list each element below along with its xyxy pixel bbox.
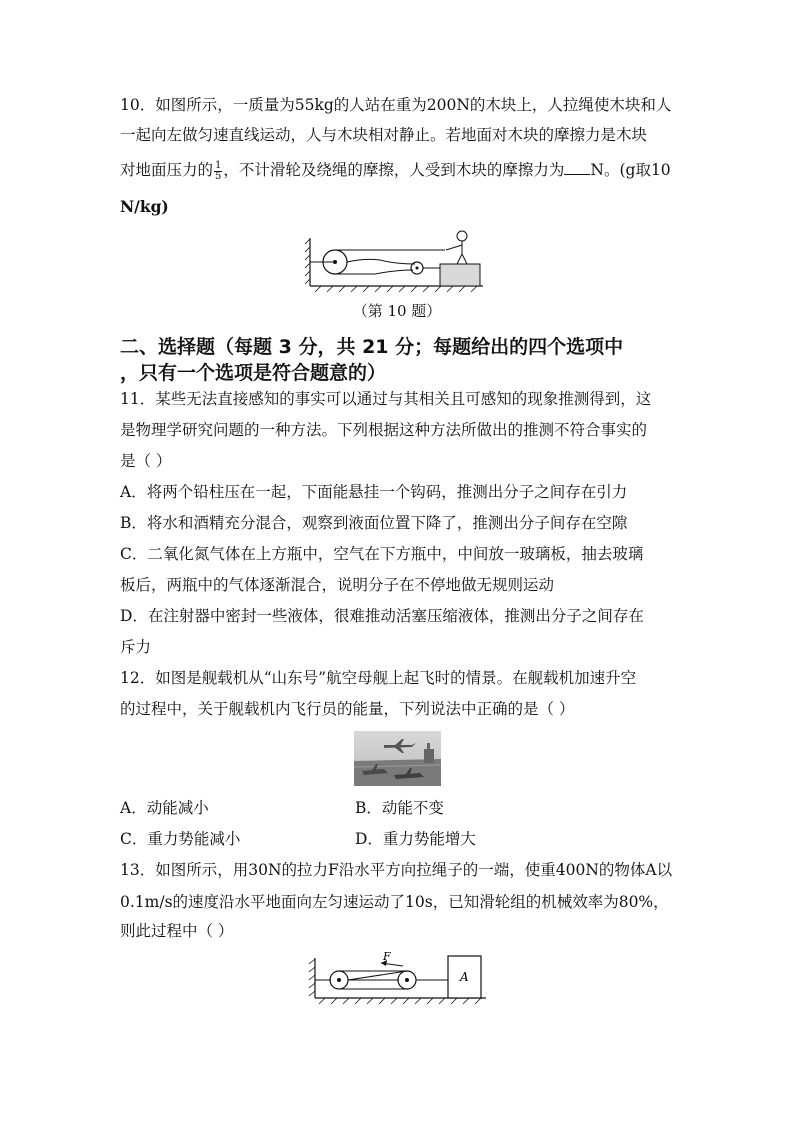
section2-heading-line1: 二、选择题（每题 3 分，共 21 分；每题给出的四个选项中 xyxy=(120,336,624,358)
q10-line3 xyxy=(120,159,671,182)
block-label-a: A xyxy=(460,970,469,984)
q10-figure xyxy=(305,224,490,294)
fraction-numerator: 1 xyxy=(215,159,222,171)
q10-line4: N/kg) xyxy=(120,197,169,216)
q10-line1: 10．如图所示，一质量为55kg的人站在重为200N的木块上，人拉绳使木块和人 xyxy=(120,96,672,114)
answer-blank[interactable] xyxy=(564,160,590,175)
q10-line2: 一起向左做匀速直线运动，人与木块相对静止。若地面对木块的摩擦力是木块 xyxy=(120,126,648,144)
q10-line3-a: 对地面压力的 xyxy=(120,161,214,179)
q13-line3: 则此过程中（ ） xyxy=(120,922,234,940)
section2-heading-line2: ，只有一个选项是符合题意的） xyxy=(120,362,387,384)
carrier-jet-photo xyxy=(354,731,441,786)
q10-line3-b: ，不计滑轮及绕绳的摩擦，人受到木块的摩擦力为 xyxy=(223,161,565,179)
q13-figure xyxy=(303,950,491,1006)
q12-option-b[interactable]: B．动能不变 xyxy=(355,799,444,817)
fraction-denominator: 5 xyxy=(215,170,222,182)
fraction-one-fifth xyxy=(214,161,222,182)
q11-option-a[interactable]: A．将两个铅柱压在一起，下面能悬挂一个钩码，推测出分子之间存在引力 xyxy=(120,483,628,501)
q12-option-a[interactable]: A．动能减小 xyxy=(120,799,209,817)
q11-option-b[interactable]: B．将水和酒精充分混合，观察到液面位置下降了，推测出分子间存在空隙 xyxy=(120,514,628,532)
q12-line1: 12．如图是舰载机从“山东号”航空母舰上起飞时的情景。在舰载机加速升空 xyxy=(120,669,637,687)
q11-line1: 11．某些无法直接感知的事实可以通过与其相关且可感知的现象推测得到，这 xyxy=(120,390,652,408)
q13-line2: 0.1m/s的速度沿水平地面向左匀速运动了10s，已知滑轮组的机械效率为80%， xyxy=(120,893,669,911)
q11-line2: 是物理学研究问题的一种方法。下列根据这种方法所做出的推测不符合事实的 xyxy=(120,421,648,439)
q11-option-c-line1[interactable]: C．二氧化氮气体在上方瓶中，空气在下方瓶中，中间放一玻璃板，抽去玻璃 xyxy=(120,545,644,563)
force-label-f: F xyxy=(383,950,391,963)
q11-line3: 是（ ） xyxy=(120,452,172,470)
q13-line1: 13．如图所示，用30N的拉力F沿水平方向拉绳子的一端，使重400N的物体A以 xyxy=(120,861,673,879)
q12-option-d[interactable]: D．重力势能增大 xyxy=(355,830,476,848)
q11-option-c-line2: 板后，两瓶中的气体逐渐混合，说明分子在不停地做无规则运动 xyxy=(120,576,555,594)
q10-caption: （第 10 题） xyxy=(352,302,442,320)
q11-option-d-line1[interactable]: D．在注射器中密封一些液体，很难推动活塞压缩液体，推测出分子之间存在 xyxy=(120,607,644,625)
q12-option-c[interactable]: C．重力势能减小 xyxy=(120,830,241,848)
q10-line3-c: N。(g取10 xyxy=(590,161,671,179)
q12-line2: 的过程中，关于舰载机内飞行员的能量，下列说法中正确的是（ ） xyxy=(120,700,575,718)
q11-option-d-line2: 斥力 xyxy=(120,638,152,656)
